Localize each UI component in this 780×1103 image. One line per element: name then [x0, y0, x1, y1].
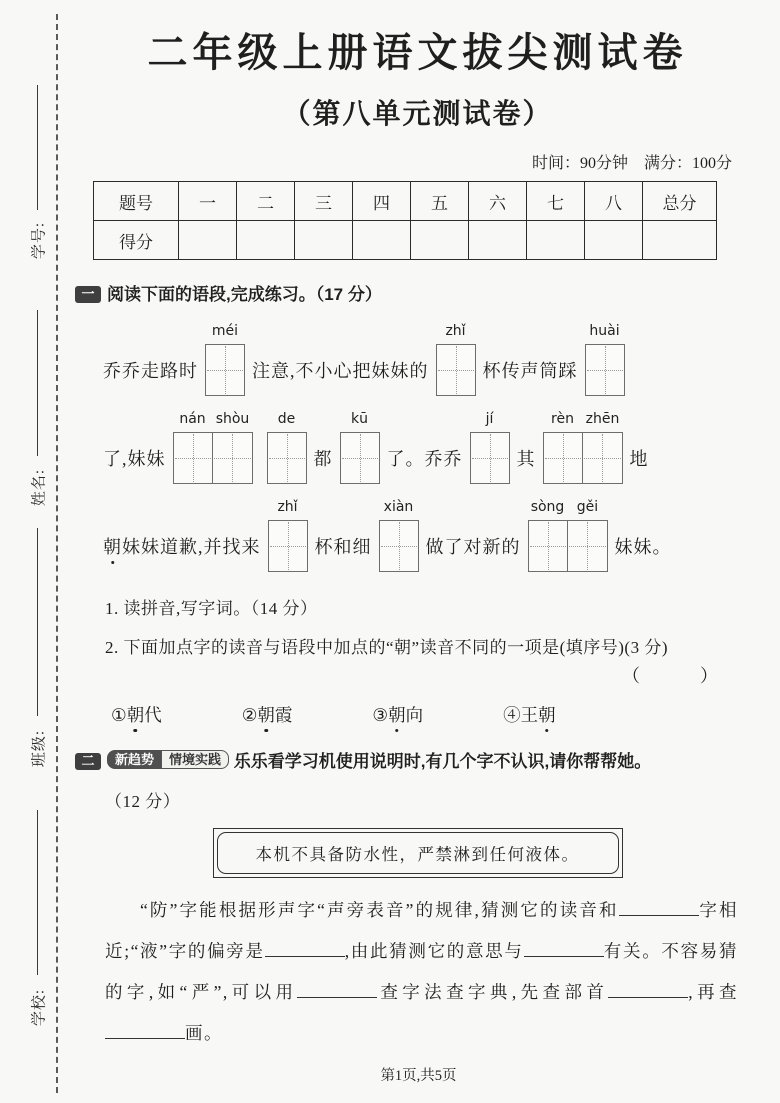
- context-practice-badge: 情境实践: [161, 750, 229, 769]
- answer-blank: [619, 897, 699, 916]
- option-number: ②: [241, 705, 258, 725]
- answer-parentheses: （ ）: [622, 666, 726, 686]
- writing-cell: [470, 432, 510, 484]
- pinyin-writing-grid: [585, 323, 625, 396]
- pinyin-writing-grid: [436, 323, 476, 396]
- writing-cells: [173, 432, 253, 484]
- margin-write-line: [37, 85, 38, 210]
- option-character: 朝: [388, 702, 406, 727]
- score-table-header-cell: 五: [411, 182, 469, 221]
- score-table-score-row: [94, 221, 717, 260]
- page-number: 第1页,共5页: [380, 1068, 457, 1084]
- score-table-header-cell: 一: [179, 182, 237, 221]
- writing-cells: [267, 432, 307, 484]
- choice-option: [372, 702, 423, 727]
- option-character: 霞: [274, 705, 293, 725]
- margin-label-name: 姓名:: [31, 468, 48, 507]
- writing-cells: [205, 344, 245, 396]
- pinyin-label: zhǐ: [445, 323, 466, 339]
- question-2: 2. 下面加点字的读音与语段中加点的“朝”读音不同的一项是(填序号)(3 分): [105, 638, 668, 657]
- pinyin-label: huài: [589, 323, 620, 339]
- margin-label-class: 班级:: [31, 729, 48, 768]
- pinyin-label: xiàn: [383, 499, 414, 515]
- option-character: 朝: [127, 702, 145, 727]
- passage-text: 注意,不小心把妹妹的: [252, 361, 429, 381]
- answer-blank: [524, 938, 604, 957]
- writing-cell: [436, 344, 476, 396]
- passage-text: 做了对新的: [425, 537, 521, 557]
- paragraph-text: 查字法查字典,先查部首: [377, 982, 609, 1002]
- answer-blank: [265, 938, 345, 957]
- margin-write-line: [37, 310, 38, 456]
- section2-number-box: 二: [75, 753, 101, 770]
- passage-text: 地: [629, 449, 649, 469]
- writing-cell: [543, 432, 583, 484]
- writing-cell: [568, 520, 608, 572]
- score-table-header-cell: 题号: [94, 182, 179, 221]
- score-entry-cell: [643, 221, 717, 260]
- pinyin-writing-grid: [268, 499, 308, 572]
- writing-cells: [528, 520, 608, 572]
- writing-cell: [585, 344, 625, 396]
- pinyin-writing-grid: [340, 411, 380, 484]
- pinyin-writing-grid: [528, 499, 608, 572]
- trend-badge: 新趋势: [107, 750, 161, 769]
- pinyin-writing-grid: [470, 411, 510, 484]
- score-table-header-cell: 六: [469, 182, 527, 221]
- score-entry-cell: [411, 221, 469, 260]
- passage-text: 了。乔乔: [386, 449, 463, 469]
- passage-with-pinyin-grids: [75, 323, 760, 572]
- writing-cells: [436, 344, 476, 396]
- section2-title: 乐乐看学习机使用说明时,有几个字不认识,请你帮帮她。: [233, 752, 652, 771]
- passage-line: [103, 411, 760, 484]
- option-number: ④: [503, 705, 521, 725]
- choice-options: [75, 702, 760, 727]
- pinyin-label: kū: [351, 411, 368, 427]
- writing-cell: [340, 432, 380, 484]
- option-character: 朝: [257, 702, 275, 727]
- score-table: [93, 181, 717, 260]
- score-entry-cell: [237, 221, 295, 260]
- margin-label-student-id: 学号:: [31, 221, 48, 260]
- pinyin-label: jí: [485, 411, 494, 427]
- page-subtitle: （第八单元测试卷）: [282, 99, 553, 130]
- pinyin-writing-grid: [205, 323, 245, 396]
- option-number: ①: [111, 705, 127, 725]
- writing-cell: [213, 432, 253, 484]
- score-table-header-cell: 八: [585, 182, 643, 221]
- paragraph-text: 画。: [185, 1023, 223, 1043]
- pinyin-writing-grid: [379, 499, 419, 572]
- score-entry-cell: [585, 221, 643, 260]
- writing-cell: [205, 344, 245, 396]
- paragraph-text: “防”字能根据形声字“声旁表音”的规律,猜测它的读音和: [140, 900, 619, 920]
- paragraph-text: ,由此猜测它的意思与: [344, 941, 524, 961]
- score-entry-cell: [469, 221, 527, 260]
- score-table-header-cell: 总分: [643, 182, 717, 221]
- writing-cell: [583, 432, 623, 484]
- pinyin-writing-grid: [543, 411, 623, 484]
- section1-title: 阅读下面的语段,完成练习。（17 分）: [107, 285, 382, 304]
- score-row-label: 得分: [94, 221, 179, 260]
- margin-write-line: [37, 528, 38, 716]
- option-character: 向: [405, 705, 424, 725]
- option-character: 朝: [538, 702, 556, 727]
- section1-heading: [75, 282, 760, 308]
- score-table-header-cell: 七: [527, 182, 585, 221]
- choice-option: [111, 702, 162, 727]
- pinyin-writing-grid: [173, 411, 253, 484]
- passage-line: [103, 499, 760, 572]
- option-character: 代: [144, 705, 162, 725]
- margin-label-school: 学校:: [31, 988, 48, 1027]
- answer-blank: [608, 979, 688, 998]
- passage-text: 妹妹。: [614, 537, 672, 557]
- answer-blank: [297, 979, 377, 998]
- option-character: 王: [520, 705, 539, 725]
- passage-line: [103, 323, 760, 396]
- pinyin-label: rèn zhēn: [551, 411, 620, 427]
- section2-score: （12 分）: [105, 792, 181, 811]
- passage-text: 杯和细: [314, 537, 372, 557]
- writing-cell: [173, 432, 213, 484]
- paragraph-text: 字相近;“液”字的偏旁是: [105, 900, 739, 961]
- pinyin-label: méi: [211, 323, 239, 339]
- score-entry-cell: [295, 221, 353, 260]
- pinyin-label: de: [277, 411, 296, 427]
- passage-text: 乔乔走路时: [103, 361, 198, 381]
- device-notice-box: [213, 828, 623, 878]
- score-entry-cell: [353, 221, 411, 260]
- paragraph-text: ,再查: [688, 982, 739, 1002]
- pinyin-label: nán shòu: [179, 411, 250, 427]
- score-table-header-cell: 三: [295, 182, 353, 221]
- section1-number-box: 一: [75, 286, 101, 303]
- fill-in-blank-paragraph: [75, 890, 760, 1054]
- passage-text: 其: [516, 449, 536, 469]
- exam-info-line: 时间：90分钟 满分：100分: [531, 155, 732, 172]
- writing-cells: [543, 432, 623, 484]
- exam-content: [57, 0, 780, 1103]
- passage-text: 杯传声筒踩: [482, 361, 578, 381]
- score-table-header-row: [94, 182, 717, 221]
- section2-heading: [75, 749, 760, 775]
- paragraph-text: 有关。不容易猜的字,如“严”,可以用: [105, 941, 738, 1002]
- passage-text: 了,妹妹: [103, 449, 166, 469]
- writing-cells: [340, 432, 380, 484]
- choice-option: [503, 702, 556, 727]
- writing-cells: [585, 344, 625, 396]
- writing-cells: [268, 520, 308, 572]
- margin-write-line: [37, 810, 38, 975]
- pinyin-writing-grid: [267, 411, 307, 484]
- question-1: 1. 读拼音,写字词。（14 分）: [105, 599, 318, 618]
- device-notice-text: 本机不具备防水性，严禁淋到任何液体。: [217, 832, 619, 874]
- writing-cells: [379, 520, 419, 572]
- score-table-header-cell: 四: [353, 182, 411, 221]
- pinyin-label: zhǐ: [277, 499, 298, 515]
- score-entry-cell: [179, 221, 237, 260]
- pinyin-label: sòng gěi: [530, 499, 599, 515]
- passage-text: 朝: [103, 533, 122, 559]
- writing-cell: [268, 520, 308, 572]
- page-title: 二年级上册语文拔尖测试卷: [147, 30, 688, 75]
- passage-text: 妹妹道歉,并找来: [122, 537, 261, 557]
- writing-cell: [528, 520, 568, 572]
- option-number: ③: [372, 705, 389, 725]
- writing-cell: [267, 432, 307, 484]
- writing-cell: [379, 520, 419, 572]
- writing-cells: [470, 432, 510, 484]
- score-entry-cell: [527, 221, 585, 260]
- passage-text: 都: [313, 449, 333, 469]
- score-table-header-cell: 二: [237, 182, 295, 221]
- choice-option: [242, 702, 293, 727]
- answer-blank: [105, 1020, 185, 1039]
